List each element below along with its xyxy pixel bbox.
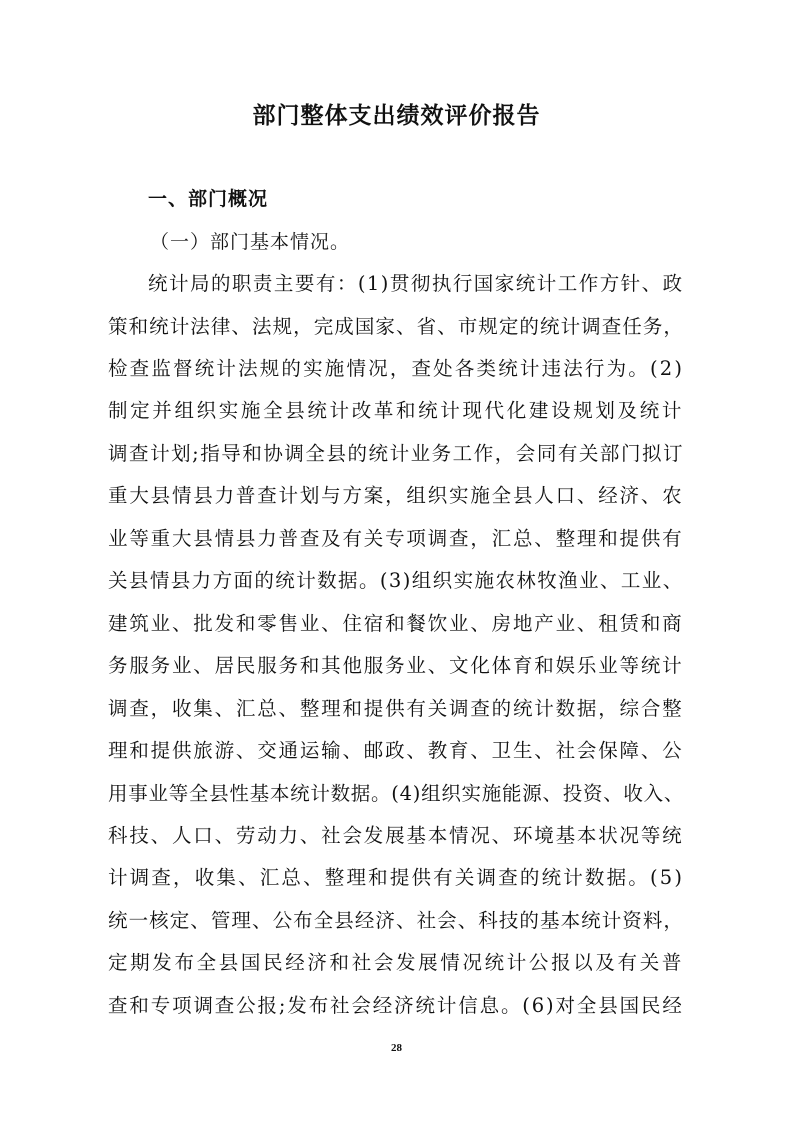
body-line: 查和专项调查公报;发布社会经济统计信息。(6)对全县国民经 xyxy=(108,994,684,1017)
body-line: 定期发布全县国民经济和社会发展情况统计公报以及有关普 xyxy=(108,951,685,974)
body-line: 制定并组织实施全县统计改革和统计现代化建设规划及统计 xyxy=(108,399,685,422)
body-line: 科技、人口、劳动力、社会发展基本情况、环境基本状况等统 xyxy=(108,824,684,847)
body-line: 用事业等全县性基本统计数据。(4)组织实施能源、投资、收入、 xyxy=(108,782,685,805)
section-heading: 一、部门概况 xyxy=(148,188,269,210)
body-line: 重大县情县力普查计划与方案，组织实施全县人口、经济、农 xyxy=(108,484,684,507)
page-title: 部门整体支出绩效评价报告 xyxy=(252,103,541,129)
body-line: 务服务业、居民服务和其他服务业、文化体育和娱乐业等统计 xyxy=(108,654,684,677)
body-line: 策和统计法律、法规，完成国家、省、市规定的统计调查任务， xyxy=(108,315,685,338)
body-line: 调查计划;指导和协调全县的统计业务工作，会同有关部门拟订 xyxy=(108,442,685,465)
body-line: 计调查，收集、汇总、整理和提供有关调查的统计数据。(5) xyxy=(108,866,685,889)
body-line: 理和提供旅游、交通运输、邮政、教育、卫生、社会保障、公 xyxy=(108,739,684,762)
body-line: 统计局的职责主要有：(1)贯彻执行国家统计工作方针、政 xyxy=(148,272,684,295)
body-line: 统一核定、管理、公布全县经济、社会、科技的基本统计资料， xyxy=(108,909,685,932)
body-line: 检查监督统计法规的实施情况，查处各类统计违法行为。(2) xyxy=(108,357,685,380)
body-line: 调查，收集、汇总、整理和提供有关调查的统计数据，综合整 xyxy=(108,697,684,720)
subsection-heading: （一）部门基本情况。 xyxy=(150,231,351,253)
page-number: 28 xyxy=(391,1042,402,1054)
body-line: 关县情县力方面的统计数据。(3)组织实施农林牧渔业、工业、 xyxy=(108,569,684,592)
body-line: 业等重大县情县力普查及有关专项调查，汇总、整理和提供有 xyxy=(108,527,684,550)
body-line: 建筑业、批发和零售业、住宿和餐饮业、房地产业、租赁和商 xyxy=(108,612,684,635)
